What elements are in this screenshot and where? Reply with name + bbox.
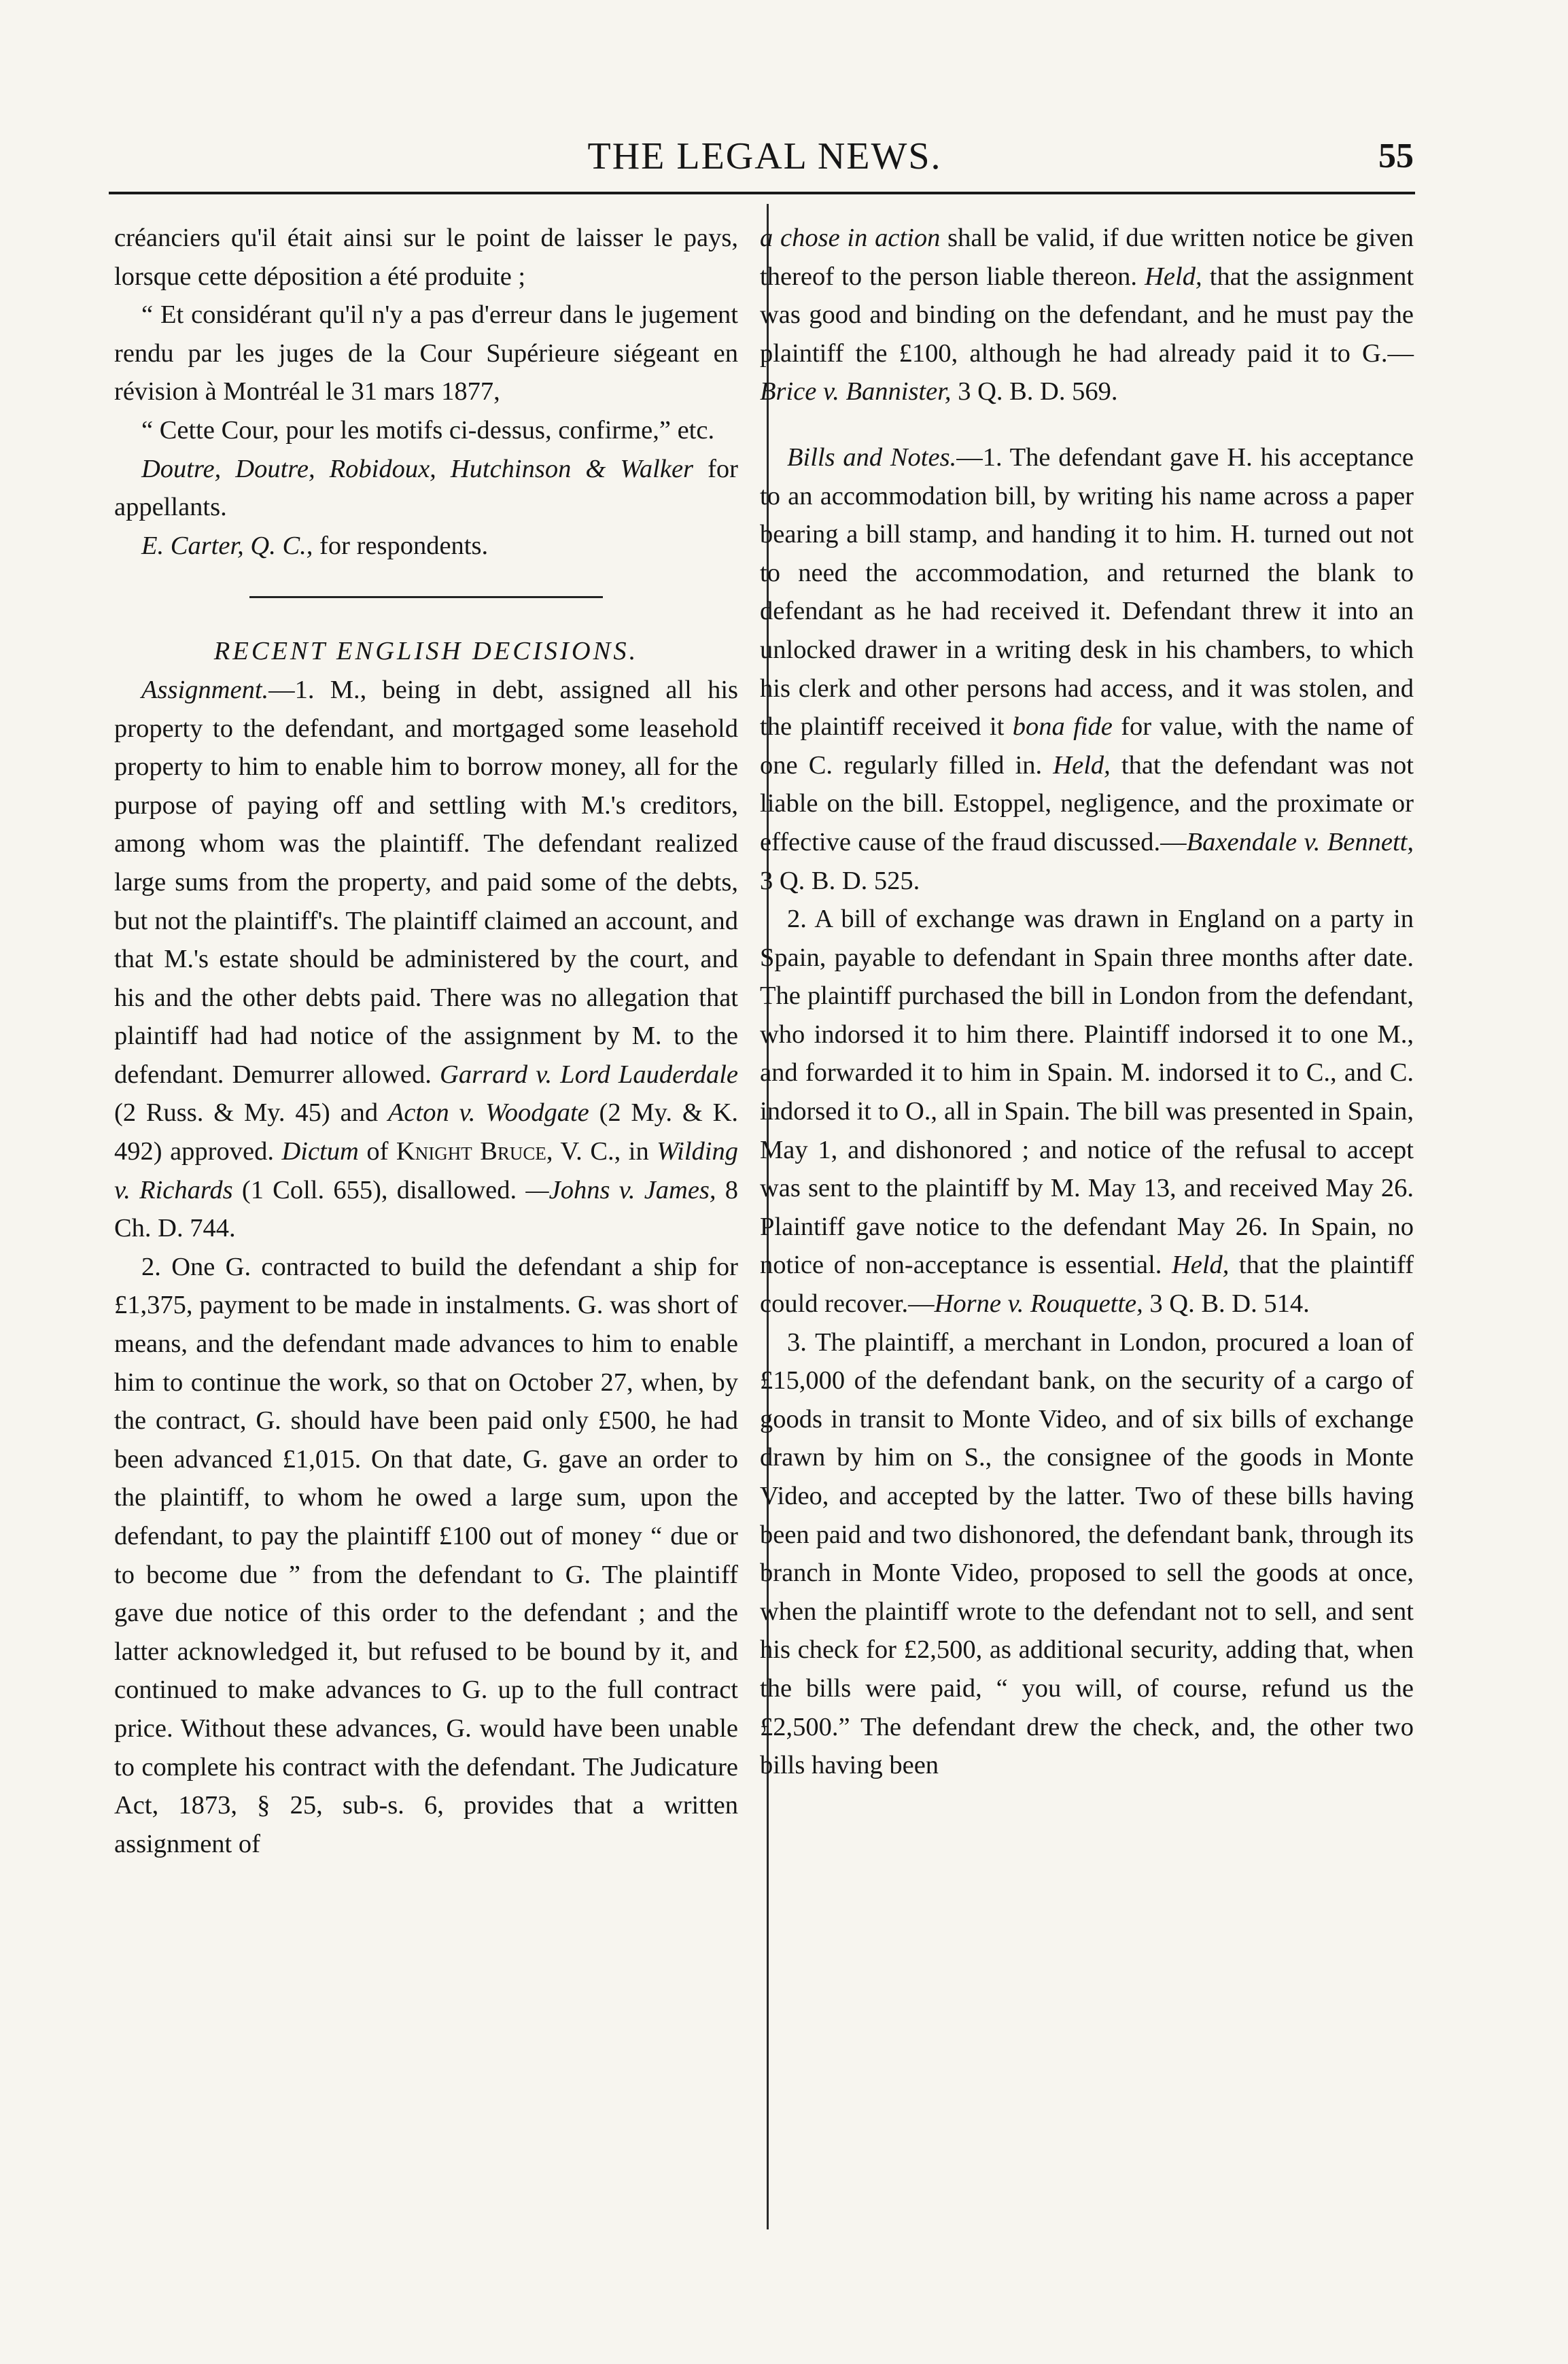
topic-label: Assignment. (141, 675, 269, 704)
counsel-respondents (114, 527, 738, 566)
counsel-role: for respondents. (319, 531, 489, 560)
case-name: Wilding v. Richards (114, 1137, 739, 1204)
decision-text: for value, with the name of one C. regularly filled in. (760, 712, 1414, 780)
judge-name: Knight Bruce (396, 1137, 546, 1166)
counsel-role: for appellants. (114, 454, 738, 522)
italic-term: a chose in action (760, 224, 941, 252)
page-number: 55 (1378, 137, 1414, 175)
held-label: Held, (1171, 1251, 1230, 1280)
left-column (114, 219, 738, 1863)
decision-text: (2 My. & K. 492) approved. (114, 1098, 739, 1166)
paragraph: créanciers qu'il était ainsi sur le point de laisser le pays, lorsque cette déposition a été produite ; (114, 224, 738, 291)
journal-title: THE LEGAL NEWS. (587, 135, 942, 177)
decision-text: —1. The defendant gave H. his acceptance to an accommodation bill, by writing his name across a paper bearing a bill stamp, and handing it to him. H. turned out not to need the accommodation, and returned the blank to defendant as he had received it. Defendant threw it into an unlocked drawer in a writing desk in his chambers, to which his clerk and other persons had access, and it was stolen, and the plaintiff received it (760, 442, 1414, 742)
decision-paragraph (760, 219, 1414, 411)
running-head (116, 129, 1414, 184)
case-name: Horne v. Rouquette, (934, 1289, 1143, 1319)
held-label: Held, (1053, 750, 1111, 780)
header-rule (109, 192, 1415, 194)
decision-text: that the defendant was not liable on the bill. Estoppel, negligence, and the proximate or effective cause of the fraud discussed.— (760, 750, 1414, 856)
decision-text: (1 Coll. 655), disallowed. (241, 1175, 517, 1204)
decision-paragraph (114, 671, 738, 1248)
decision-paragraph (760, 438, 1414, 900)
dictum-label: Dictum (281, 1137, 359, 1166)
counsel-names: Doutre, Doutre, Robidoux, Hutchinson & Walker (141, 454, 694, 483)
decision-text: —1. M., being in debt, assigned all his property to the defendant, and mortgaged some leasehold property to him to enable him to borrow money, all for the purpose of paying off and settling with M.'s creditors, among whom was the plaintiff. The defendant realized large sums from the property, and paid some of the debts, but not the plaintiff's. The plaintiff claimed an account, and that M.'s estate should be administered by the court, and his and the other debts paid. There was no allegation that plaintiff had had notice of the assignment by M. to the defendant. Demurrer allowed. (114, 675, 738, 1089)
section-heading: RECENT ENGLISH DECISIONS. (213, 637, 639, 666)
paragraph: “ Cette Cour, pour les motifs ci-dessus, confirme,” etc. (141, 415, 715, 445)
decision-text: 2. A bill of exchange was drawn in England on a party in Spain, payable to defendant in Spain three months after date. The plaintiff purchased the bill in London from the defendant, who indorsed it to him there. Plaintiff indorsed it to one M., and forwarded it to him in Spain. M. indorsed it to C., and C. indorsed it to O., all in Spain. The bill was presented in Spain, May 1, and dishonored ; and notice of the refusal to accept was sent to the plaintiff by M. May 13, and received May 26. Plaintiff gave notice to the defendant May 26. In Spain, no notice of non-acceptance is essential. (760, 905, 1414, 1280)
case-name: Acton v. Woodgate (387, 1098, 589, 1128)
section-rule (249, 596, 603, 598)
citation-ref: 3 Q. B. D. 514. (1149, 1289, 1310, 1319)
decision-text: of (366, 1137, 389, 1166)
decision-text: that the assignment was good and binding on the defendant, and he must pay the plaintiff the £100, although he had already paid it to G.— (760, 262, 1414, 368)
decision-text: shall be valid, if due written notice be given thereof to the person liable thereon. (760, 224, 1414, 291)
case-name: Garrard v. Lord Lauderdale (440, 1060, 739, 1089)
right-column (760, 219, 1414, 1785)
citation-ref: 3 Q. B. D. 525. (760, 866, 920, 895)
counsel-names: E. Carter, Q. C., (141, 531, 313, 560)
paragraph-gap (760, 411, 1414, 438)
paragraph: “ Et considérant qu'il n'y a pas d'erreur dans le jugement rendu par les juges de la Cour Supérieure siégeant en révision à Montréal le 31 mars 1877, (114, 300, 738, 406)
italic-term: bona fide (1012, 712, 1113, 742)
topic-label: Bills and Notes. (787, 442, 957, 472)
counsel-appellants (114, 450, 738, 527)
citation-ref: 3 Q. B. D. 569. (958, 377, 1118, 406)
citation-ref: 8 Ch. D. 744. (114, 1175, 739, 1243)
decision-text: (2 Russ. & My. 45) and (114, 1098, 379, 1128)
decision-paragraph (760, 900, 1414, 1323)
citation-case: —Johns v. James, (525, 1175, 716, 1204)
case-name: Brice v. Bannister, (760, 377, 952, 406)
decision-paragraph: 3. The plaintiff, a merchant in London, procured a loan of £15,000 of the defendant bank, on the security of a cargo of goods in transit to Monte Video, and of six bills of exchange drawn by him on S., the consignee of the goods in Monte Video, and accepted by the latter. Two of these bills having been paid and two dishonored, the defendant bank, through its branch in Monte Video, proposed to sell the goods at once, when the plaintiff wrote to the defendant not to sell, and sent his check for £2,500, as additional security, adding that, when the bills were paid, “ you will, of course, refund us the £2,500.” The defendant drew the check, and, the other two bills having been (760, 1327, 1414, 1780)
decision-paragraph: 2. One G. contracted to build the defendant a ship for £1,375, payment to be made in instalments. G. was short of means, and the defendant made advances to him to enable him to continue the work, so that on October 27, when, by the contract, G. should have been paid only £500, he had been advanced £1,015. On that date, G. gave an order to the plaintiff, to whom he owed a large sum, upon the defendant, to pay the plaintiff £100 out of money “ due or to become due ” from the defendant to G. The plaintiff gave due notice of this order to the defendant ; and the latter acknowledged it, but refused to be bound by it, and continued to make advances to G. up to the full contract price. Without these advances, G. would have been unable to complete his contract with the defendant. The Judicature Act, 1873, § 25, sub-s. 6, provides that a written assignment of (114, 1252, 738, 1858)
case-name: Baxendale v. Bennett, (1186, 827, 1414, 856)
decision-text: that the plaintiff could recover.— (760, 1251, 1414, 1319)
held-label: Held, (1145, 262, 1202, 291)
decision-text: , V. C., in (546, 1137, 649, 1166)
